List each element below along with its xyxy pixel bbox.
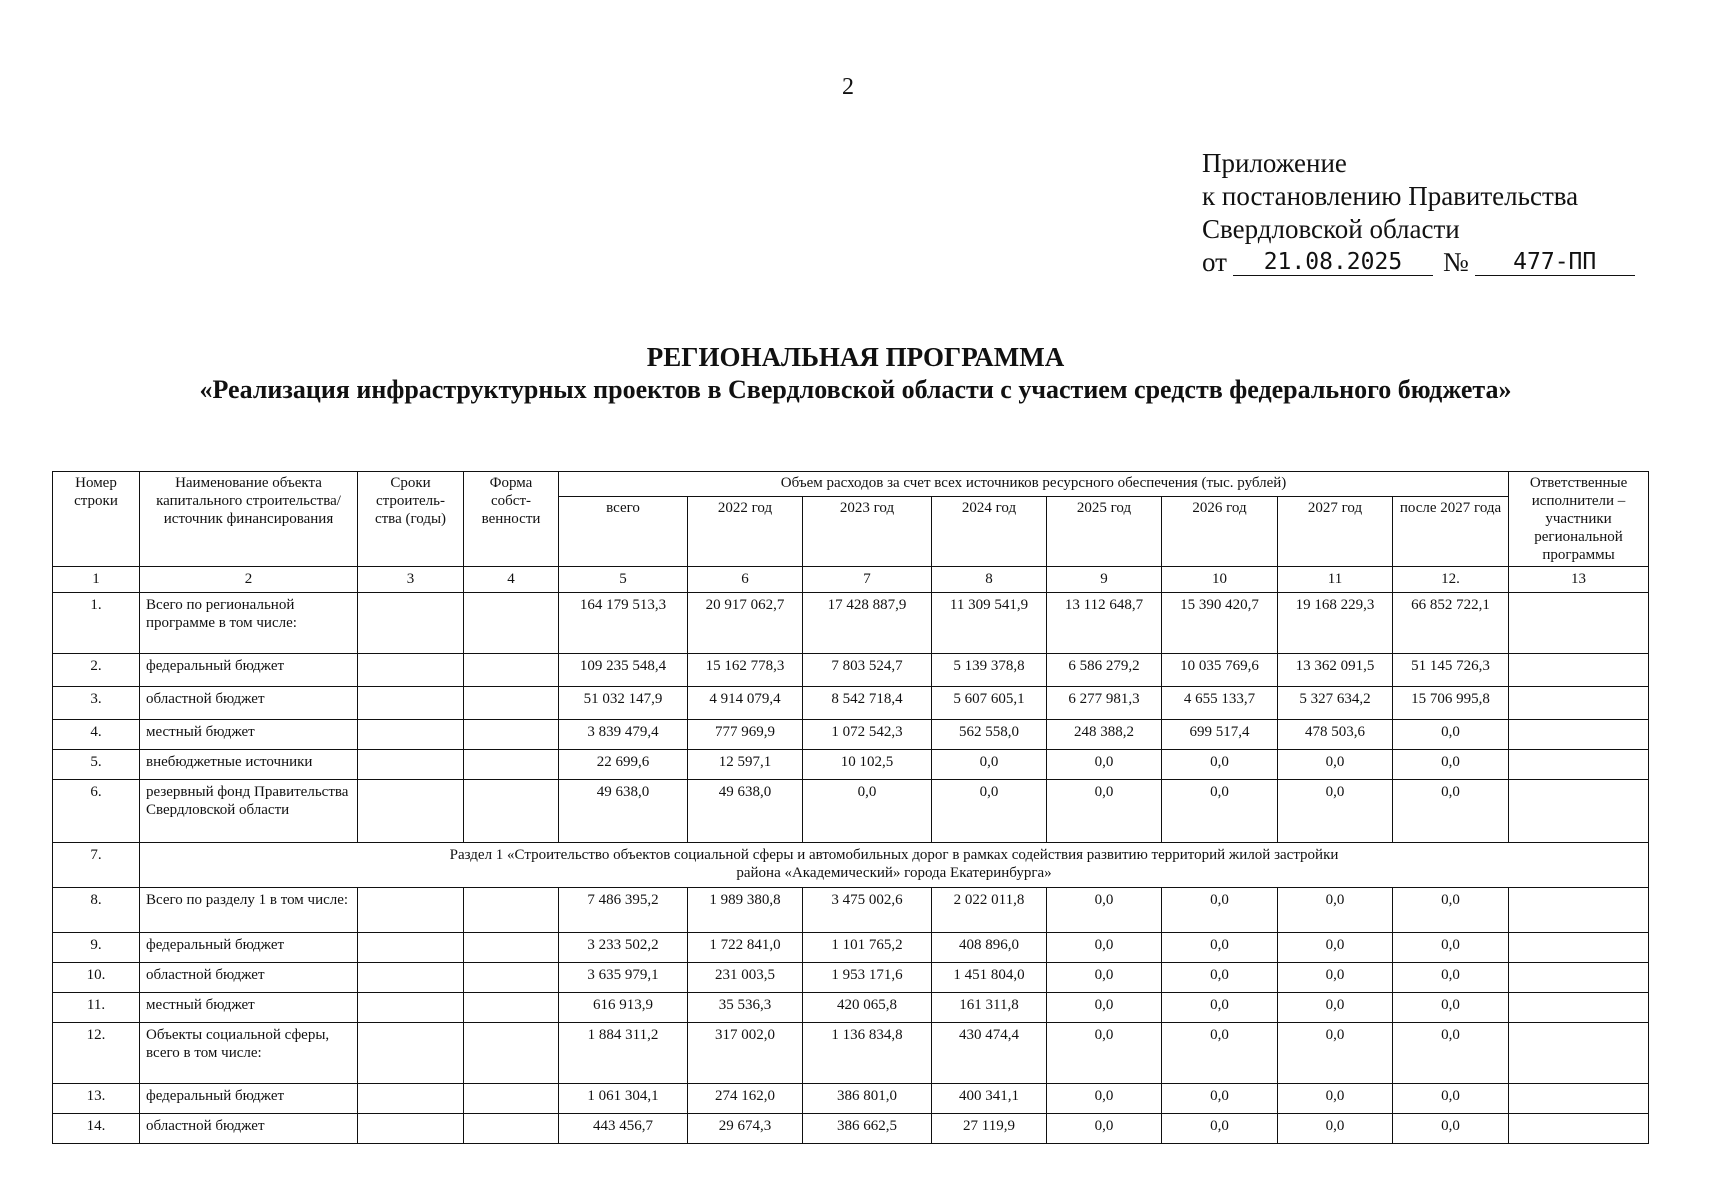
value-cell: 274 162,0 [688,1084,803,1114]
header-row [53,472,1649,497]
value-cell: 51 032 147,9 [559,687,688,720]
document-title: РЕГИОНАЛЬНАЯ ПРОГРАММА [646,342,1065,372]
value-cell: 0,0 [1393,888,1509,933]
ownership-cell [464,963,559,993]
header-2026: 2026 год [1162,497,1278,567]
decree-date: 21.08.2025 [1233,249,1433,276]
value-cell: 3 475 002,6 [803,888,932,933]
responsible-cell [1509,750,1649,780]
responsible-cell [1509,654,1649,687]
responsible-cell [1509,1114,1649,1144]
value-cell: 12 597,1 [688,750,803,780]
value-cell: 0,0 [1278,993,1393,1023]
row-number: 8. [53,888,140,933]
value-cell: 7 803 524,7 [803,654,932,687]
terms-cell [358,780,464,843]
document-subtitle: «Реализация инфраструктурных проектов в Свердловской области с участием средств федерального бюджета» [199,375,1512,404]
ownership-cell [464,720,559,750]
table-row [53,933,1649,963]
value-cell: 0,0 [803,780,932,843]
terms-cell [358,593,464,654]
column-number: 10 [1162,567,1278,593]
value-cell: 161 311,8 [932,993,1047,1023]
row-number: 6. [53,780,140,843]
ownership-cell [464,780,559,843]
row-name: областной бюджет [140,963,358,993]
column-number: 12. [1393,567,1509,593]
value-cell: 0,0 [1162,1023,1278,1084]
value-cell: 13 362 091,5 [1278,654,1393,687]
value-cell: 0,0 [1162,888,1278,933]
value-cell: 0,0 [932,780,1047,843]
value-cell: 231 003,5 [688,963,803,993]
row-number: 7. [53,843,140,888]
section-title [140,843,1649,888]
value-cell: 7 486 395,2 [559,888,688,933]
header-terms: Сроки строитель-ства (годы) [358,472,464,567]
terms-cell [358,750,464,780]
section-title-line: Раздел 1 «Строительство объектов социальной сферы и автомобильных дорог в рамках содействия развитию территорий жилой застройки [449,847,1339,863]
value-cell: 6 277 981,3 [1047,687,1162,720]
header-after-2027: после 2027 года [1393,497,1509,567]
value-cell: 386 801,0 [803,1084,932,1114]
ownership-cell [464,654,559,687]
table-row [53,687,1649,720]
value-cell: 13 112 648,7 [1047,593,1162,654]
table-row [53,750,1649,780]
value-cell: 5 139 378,8 [932,654,1047,687]
value-cell: 1 722 841,0 [688,933,803,963]
value-cell: 35 536,3 [688,993,803,1023]
responsible-cell [1509,687,1649,720]
value-cell: 0,0 [1393,1023,1509,1084]
responsible-cell [1509,1084,1649,1114]
table-row [53,963,1649,993]
value-cell: 0,0 [1162,1084,1278,1114]
terms-cell [358,963,464,993]
value-cell: 4 914 079,4 [688,687,803,720]
value-cell: 478 503,6 [1278,720,1393,750]
value-cell: 0,0 [932,750,1047,780]
column-number: 5 [559,567,688,593]
value-cell: 0,0 [1278,1084,1393,1114]
appendix-line-2: к постановлению Правительства [1202,181,1579,211]
value-cell: 430 474,4 [932,1023,1047,1084]
row-name: областной бюджет [140,687,358,720]
ownership-cell [464,933,559,963]
value-cell: 0,0 [1162,933,1278,963]
value-cell: 0,0 [1393,780,1509,843]
terms-cell [358,687,464,720]
header-total: всего [559,497,688,567]
value-cell: 5 607 605,1 [932,687,1047,720]
value-cell: 0,0 [1162,750,1278,780]
terms-cell [358,993,464,1023]
responsible-cell [1509,1023,1649,1084]
value-cell: 0,0 [1047,993,1162,1023]
row-name: Объекты социальной сферы, всего в том числе: [140,1023,358,1084]
table-row [53,1023,1649,1084]
responsible-cell [1509,593,1649,654]
column-number: 11 [1278,567,1393,593]
header-2024: 2024 год [932,497,1047,567]
value-cell: 29 674,3 [688,1114,803,1144]
row-number: 5. [53,750,140,780]
table-row [53,993,1649,1023]
terms-cell [358,888,464,933]
value-cell: 408 896,0 [932,933,1047,963]
ownership-cell [464,888,559,933]
value-cell: 0,0 [1393,993,1509,1023]
value-cell: 0,0 [1278,963,1393,993]
appendix-block [1202,147,1672,279]
value-cell: 0,0 [1393,963,1509,993]
value-cell: 4 655 133,7 [1162,687,1278,720]
table-row [53,654,1649,687]
terms-cell [358,1114,464,1144]
row-name: резервный фонд Правительства Свердловской области [140,780,358,843]
value-cell: 0,0 [1047,888,1162,933]
value-cell: 5 327 634,2 [1278,687,1393,720]
value-cell: 0,0 [1278,933,1393,963]
responsible-cell [1509,888,1649,933]
column-number: 8 [932,567,1047,593]
appendix-line-1: Приложение [1202,148,1347,178]
value-cell: 0,0 [1162,963,1278,993]
value-cell: 0,0 [1047,780,1162,843]
row-name: местный бюджет [140,720,358,750]
responsible-cell [1509,933,1649,963]
header-responsible: Ответственные исполнители – участники региональной программы [1509,472,1649,567]
header-2023: 2023 год [803,497,932,567]
value-cell: 0,0 [1278,1023,1393,1084]
table-row [53,843,1649,888]
value-cell: 15 390 420,7 [1162,593,1278,654]
terms-cell [358,1084,464,1114]
value-cell: 1 136 834,8 [803,1023,932,1084]
section-title-line: района «Академический» города Екатеринбурга» [736,865,1052,881]
value-cell: 0,0 [1278,888,1393,933]
value-cell: 27 119,9 [932,1114,1047,1144]
ownership-cell [464,687,559,720]
value-cell: 10 035 769,6 [1162,654,1278,687]
value-cell: 164 179 513,3 [559,593,688,654]
value-cell: 1 989 380,8 [688,888,803,933]
value-cell: 0,0 [1047,933,1162,963]
value-cell: 0,0 [1047,1023,1162,1084]
ownership-cell [464,1084,559,1114]
value-cell: 0,0 [1047,750,1162,780]
column-number: 4 [464,567,559,593]
row-name: федеральный бюджет [140,933,358,963]
terms-cell [358,654,464,687]
value-cell: 0,0 [1278,1114,1393,1144]
column-number: 9 [1047,567,1162,593]
value-cell: 1 101 765,2 [803,933,932,963]
row-name: федеральный бюджет [140,1084,358,1114]
row-name: местный бюджет [140,993,358,1023]
value-cell: 109 235 548,4 [559,654,688,687]
appendix-line-3: Свердловской области [1202,214,1460,244]
table-row [53,888,1649,933]
row-number: 4. [53,720,140,750]
value-cell: 1 061 304,1 [559,1084,688,1114]
value-cell: 2 022 011,8 [932,888,1047,933]
column-number: 7 [803,567,932,593]
ownership-cell [464,1023,559,1084]
value-cell: 699 517,4 [1162,720,1278,750]
value-cell: 1 953 171,6 [803,963,932,993]
value-cell: 386 662,5 [803,1114,932,1144]
responsible-cell [1509,993,1649,1023]
header-2022: 2022 год [688,497,803,567]
table-row [53,1114,1649,1144]
value-cell: 0,0 [1393,1114,1509,1144]
ownership-cell [464,993,559,1023]
ownership-cell [464,1114,559,1144]
value-cell: 10 102,5 [803,750,932,780]
header-volume: Объем расходов за счет всех источников ресурсного обеспечения (тыс. рублей) [559,472,1509,497]
value-cell: 0,0 [1278,750,1393,780]
value-cell: 3 233 502,2 [559,933,688,963]
value-cell: 777 969,9 [688,720,803,750]
table-row [53,1084,1649,1114]
row-number: 9. [53,933,140,963]
value-cell: 17 428 887,9 [803,593,932,654]
column-number: 1 [53,567,140,593]
value-cell: 443 456,7 [559,1114,688,1144]
value-cell: 15 162 778,3 [688,654,803,687]
column-number: 3 [358,567,464,593]
value-cell: 11 309 541,9 [932,593,1047,654]
row-number: 14. [53,1114,140,1144]
responsible-cell [1509,780,1649,843]
terms-cell [358,1023,464,1084]
ownership-cell [464,593,559,654]
row-number: 3. [53,687,140,720]
row-name: Всего по разделу 1 в том числе: [140,888,358,933]
terms-cell [358,720,464,750]
value-cell: 19 168 229,3 [1278,593,1393,654]
value-cell: 0,0 [1162,780,1278,843]
header-row-number: Номер строки [53,472,140,567]
value-cell: 0,0 [1047,1084,1162,1114]
row-name: областной бюджет [140,1114,358,1144]
column-numbers-row [53,567,1649,593]
value-cell: 0,0 [1393,933,1509,963]
column-number: 2 [140,567,358,593]
value-cell: 51 145 726,3 [1393,654,1509,687]
row-number: 10. [53,963,140,993]
value-cell: 400 341,1 [932,1084,1047,1114]
row-name: Всего по региональной программе в том числе: [140,593,358,654]
responsible-cell [1509,963,1649,993]
value-cell: 49 638,0 [688,780,803,843]
value-cell: 0,0 [1047,963,1162,993]
row-number: 12. [53,1023,140,1084]
decree-number: 477-ПП [1475,249,1635,276]
value-cell: 420 065,8 [803,993,932,1023]
value-cell: 0,0 [1278,780,1393,843]
terms-cell [358,933,464,963]
value-cell: 49 638,0 [559,780,688,843]
row-name: федеральный бюджет [140,654,358,687]
value-cell: 0,0 [1162,1114,1278,1144]
table-row [53,780,1649,843]
value-cell: 15 706 995,8 [1393,687,1509,720]
row-number: 11. [53,993,140,1023]
value-cell: 1 451 804,0 [932,963,1047,993]
value-cell: 8 542 718,4 [803,687,932,720]
header-name: Наименование объекта капитального строительства/источник финансирования [140,472,358,567]
column-number: 13 [1509,567,1649,593]
program-table [52,471,1649,1144]
value-cell: 0,0 [1162,993,1278,1023]
value-cell: 0,0 [1393,720,1509,750]
value-cell: 66 852 722,1 [1393,593,1509,654]
value-cell: 248 388,2 [1047,720,1162,750]
header-2027: 2027 год [1278,497,1393,567]
value-cell: 1 072 542,3 [803,720,932,750]
column-number: 6 [688,567,803,593]
value-cell: 22 699,6 [559,750,688,780]
ownership-cell [464,750,559,780]
value-cell: 0,0 [1393,750,1509,780]
value-cell: 3 635 979,1 [559,963,688,993]
page-number: 2 [842,74,854,100]
value-cell: 562 558,0 [932,720,1047,750]
responsible-cell [1509,720,1649,750]
row-number: 2. [53,654,140,687]
value-cell: 6 586 279,2 [1047,654,1162,687]
value-cell: 0,0 [1393,1084,1509,1114]
row-name: внебюджетные источники [140,750,358,780]
value-cell: 1 884 311,2 [559,1023,688,1084]
value-cell: 20 917 062,7 [688,593,803,654]
appendix-signature-line [1202,246,1672,279]
header-ownership: Форма собст-венности [464,472,559,567]
value-cell: 616 913,9 [559,993,688,1023]
value-cell: 0,0 [1047,1114,1162,1144]
date-prefix: от [1202,247,1227,277]
row-number: 1. [53,593,140,654]
table-row [53,720,1649,750]
value-cell: 317 002,0 [688,1023,803,1084]
header-2025: 2025 год [1047,497,1162,567]
value-cell: 3 839 479,4 [559,720,688,750]
number-prefix: № [1442,247,1469,277]
row-number: 13. [53,1084,140,1114]
table-row [53,593,1649,654]
